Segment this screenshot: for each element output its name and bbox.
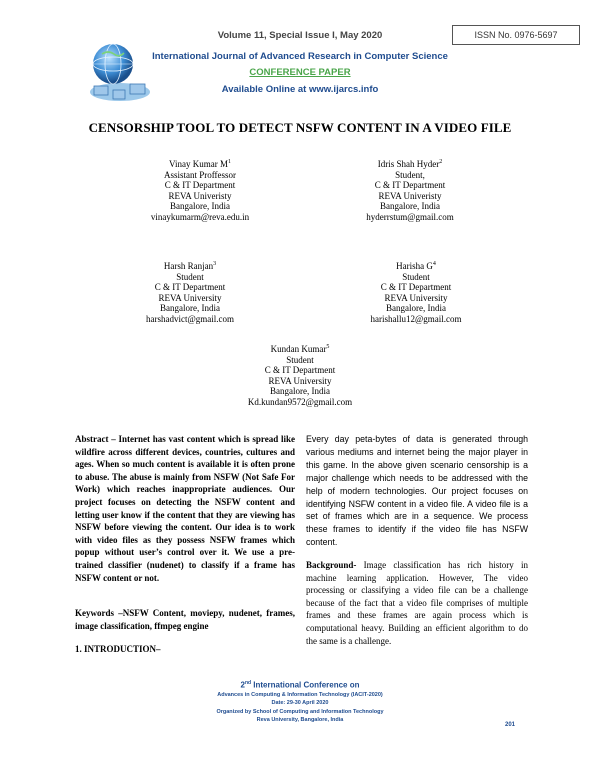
author-sup: 3 — [213, 261, 217, 267]
author-sup: 2 — [439, 159, 443, 165]
author-name: Harsh Ranjan — [163, 261, 214, 271]
author-univ: REVA Univeristy — [168, 190, 232, 201]
author-email: hyderrstum@gmail.com — [366, 211, 454, 222]
author-name: Idris Shah Hyder — [377, 159, 440, 169]
volume-line: Volume 11, Special Issue I, May 2020 — [217, 30, 383, 41]
author-email: harshadvict@gmail.com — [145, 313, 234, 324]
abstract-label: Abstract — [75, 434, 109, 444]
author-dept: C & IT Department — [374, 180, 446, 190]
footer-ordinal-num: 2 — [240, 680, 245, 690]
keywords-paragraph: Keywords –NSFW Content, moviepy, nudenet, frames, image classification, ffmpeg engine — [75, 608, 295, 631]
author-role: Student, — [395, 169, 425, 180]
author-block-4 — [321, 259, 511, 324]
author-name: Kundan Kumar — [270, 344, 327, 354]
conference-paper-label: CONFERENCE PAPER — [249, 67, 351, 78]
abstract-text: – Internet has vast content which is spread like wildfire across different devices, countries, cultures and ages. When so much content is available it is often prone to abuse. The abuse is mainly from NSFW (Not Safe For Work) which reaches inappropriate audiences. Our project focuses on detecting the NSFW content and letting user know if the content that they are viewing has NSFW before viewing the content. Our idea is to work with video files as they possess NSFW frames which popup without user’s control over it. We use a pre-trained classifier (nudenet) to classify if a frame has NSFW content or not. — [75, 434, 295, 583]
footer-date: Date: 29-30 April 2020 — [271, 700, 329, 707]
background-text: Image classification has rich history in machine learning application. However, The video processing or classifying a video file can be a challenge because of the fact that a video file comprises of multiple frames and these frames are again process which is computational heavy. Building an efficient algorithm to do the same is a challenge. — [306, 560, 528, 646]
footer-location: Reva University, Bangalore, India — [256, 717, 344, 724]
author-block-3 — [95, 259, 285, 324]
author-city: Bangalore, India — [386, 303, 446, 313]
author-univ: REVA University — [158, 292, 222, 303]
author-univ: REVA University — [384, 292, 448, 303]
footer-ordinal-sup: nd — [244, 680, 252, 686]
page-number: 201 — [505, 722, 516, 728]
abstract-paragraph — [75, 433, 295, 584]
footer-organizer: Organized by School of Computing and Information Technology — [216, 708, 384, 715]
author-block-1 — [105, 157, 295, 222]
background-paragraph — [306, 559, 528, 647]
author-dept: C & IT Department — [264, 365, 336, 375]
author-name: Harisha G — [396, 261, 433, 271]
author-univ: REVA University — [268, 375, 332, 386]
availability-line: Available Online at www.ijarcs.info — [221, 84, 379, 95]
author-city: Bangalore, India — [380, 201, 440, 211]
author-sup: 1 — [227, 159, 231, 165]
author-email: Kd.kundan9572@gmail.com — [247, 396, 353, 407]
author-role: Student — [286, 354, 314, 365]
author-sup: 5 — [326, 344, 330, 350]
author-role: Student — [402, 271, 430, 282]
footer-conference-title: International Conference on — [251, 680, 360, 690]
author-dept: C & IT Department — [380, 282, 452, 292]
conference-footer — [0, 678, 600, 725]
introduction-heading: 1. INTRODUCTION– — [75, 644, 161, 654]
paper-title: CENSORSHIP TOOL TO DETECT NSFW CONTENT IN A VIDEO FILE — [88, 120, 512, 135]
author-name: Vinay Kumar M — [169, 159, 228, 169]
author-dept: C & IT Department — [164, 180, 236, 190]
author-role: Assistant Proffessor — [163, 169, 237, 180]
journal-name: International Journal of Advanced Research in Computer Science — [152, 51, 448, 62]
author-email: harishallu12@gmail.com — [370, 313, 462, 324]
author-city: Bangalore, India — [160, 303, 220, 313]
author-city: Bangalore, India — [270, 386, 330, 396]
author-city: Bangalore, India — [170, 201, 230, 211]
author-dept: C & IT Department — [154, 282, 226, 292]
author-sup: 4 — [432, 261, 436, 267]
author-block-5 — [205, 342, 395, 407]
issn-box: ISSN No. 0976-5697 — [452, 25, 580, 45]
author-email: vinaykumarm@reva.edu.in — [150, 211, 250, 222]
footer-conference-line — [0, 678, 600, 691]
intro-paragraph: Every day peta-bytes of data is generated through various mediums and internet being the major player in this game. In the above given scenario censorship is a major challenge which needs to be addressed with the help of modern technologies. Our project focuses on identifying NSFW content in a video file. A video file is a set of frames which are in a sequence. We process these frames to identify if the video file has NSFW content. — [306, 434, 528, 548]
footer-conference-name: Advances in Computing & Information Technology (IACIT-2020) — [217, 691, 383, 698]
background-label: Background- — [306, 560, 357, 570]
author-block-2 — [315, 157, 505, 222]
author-univ: REVA Univeristy — [378, 190, 442, 201]
author-role: Student — [176, 271, 204, 282]
